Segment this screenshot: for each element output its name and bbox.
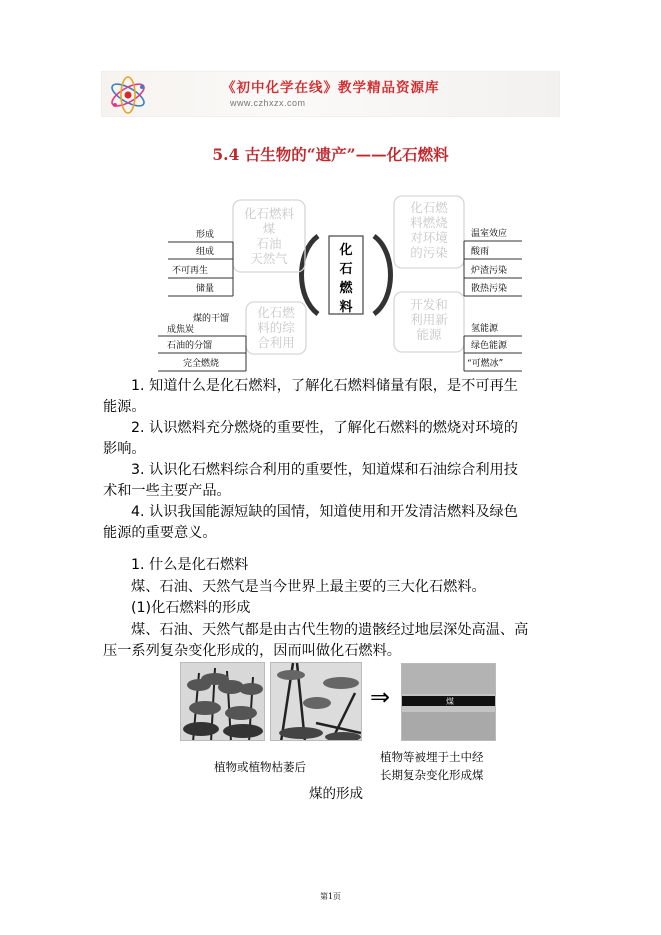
tl-item: 储量 <box>196 284 215 294</box>
box-comprehensive-use: 化石燃 料的综 合利用 <box>257 305 295 350</box>
box-fossil-fuels: 化石燃料 煤 石油 天然气 <box>243 206 294 266</box>
mind-map <box>0 0 661 380</box>
plants-photo-left <box>180 662 265 741</box>
tr-item: 炉渣污染 <box>471 266 508 276</box>
section-line: 煤、石油、天然气都是由古代生物的遗骸经过地层深处高温、高 <box>131 622 529 638</box>
tr-item: 散热污染 <box>471 284 508 294</box>
coal-layer-photo <box>401 663 496 741</box>
arrow-icon: ⇒ <box>370 683 391 711</box>
center-char: 燃 <box>339 281 353 296</box>
objective-line: 4. 认识我国能源短缺的国情，知道使用和开发清洁燃料及绿色 <box>131 504 518 520</box>
bl-item: 石油的分馏 <box>167 341 213 351</box>
br-item: 绿色能源 <box>471 341 508 351</box>
plants-photo-right <box>270 662 362 741</box>
section-line: 压一系列复杂变化形成的，因而叫做化石燃料。 <box>103 643 401 659</box>
section-heading: 1. 什么是化石燃料 <box>131 557 249 573</box>
objective-line: 2. 认识燃料充分燃烧的重要性，了解化石燃料的燃烧对环境的 <box>131 420 518 436</box>
caption-right-2: 长期复杂变化形成煤 <box>380 768 484 782</box>
tl-item: 组成 <box>196 247 215 257</box>
bl-item: 完全燃烧 <box>183 359 220 369</box>
tr-item: 温室效应 <box>471 229 508 239</box>
objective-line: 能源的重要意义。 <box>103 525 217 541</box>
tl-item: 形成 <box>196 230 215 240</box>
section-line: 煤、石油、天然气是当今世界上最主要的三大化石燃料。 <box>131 579 486 595</box>
tr-item: 酸雨 <box>471 247 490 257</box>
page-number: 第1页 <box>319 892 342 901</box>
bl-item: 煤的干馏 <box>193 314 230 324</box>
objective-line: 能源。 <box>103 399 146 415</box>
objective-line: 影响。 <box>103 441 146 457</box>
bl-item: 成焦炭 <box>167 325 195 335</box>
center-char: 料 <box>339 300 353 315</box>
box-pollution: 化石燃 料燃烧 对环境 的污染 <box>410 200 448 260</box>
br-item: “可燃冰” <box>467 359 504 369</box>
center-char: 化 <box>339 243 353 258</box>
objective-line: 1. 知道什么是化石燃料，了解化石燃料储量有限，是不可再生 <box>131 378 518 394</box>
center-char: 石 <box>339 262 353 277</box>
caption-right-1: 植物等被埋于土中经 <box>380 750 484 764</box>
caption-left: 植物或植物枯萎后 <box>214 760 306 774</box>
mind-map-lines <box>0 0 661 380</box>
objective-line: 3. 认识化石燃料综合利用的重要性，知道煤和石油综合利用技 <box>131 462 518 478</box>
figure-title: 煤的形成 <box>309 786 363 802</box>
banner-url[interactable]: www.czhxzx.com <box>230 98 306 108</box>
objective-line: 术和一些主要产品。 <box>103 483 231 499</box>
page-title: 5.4 古生物的“遗产”——化石燃料 <box>212 145 449 164</box>
coal-label: 煤 <box>446 697 454 706</box>
br-item: 氢能源 <box>471 324 499 334</box>
mind-map-center <box>331 241 361 317</box>
banner-title: 《初中化学在线》教学精品资源库 <box>222 80 440 96</box>
box-new-energy: 开发和 利用新 能源 <box>410 297 448 342</box>
tl-item: 不可再生 <box>172 266 209 276</box>
section-subheading: (1)化石燃料的形成 <box>131 600 251 616</box>
